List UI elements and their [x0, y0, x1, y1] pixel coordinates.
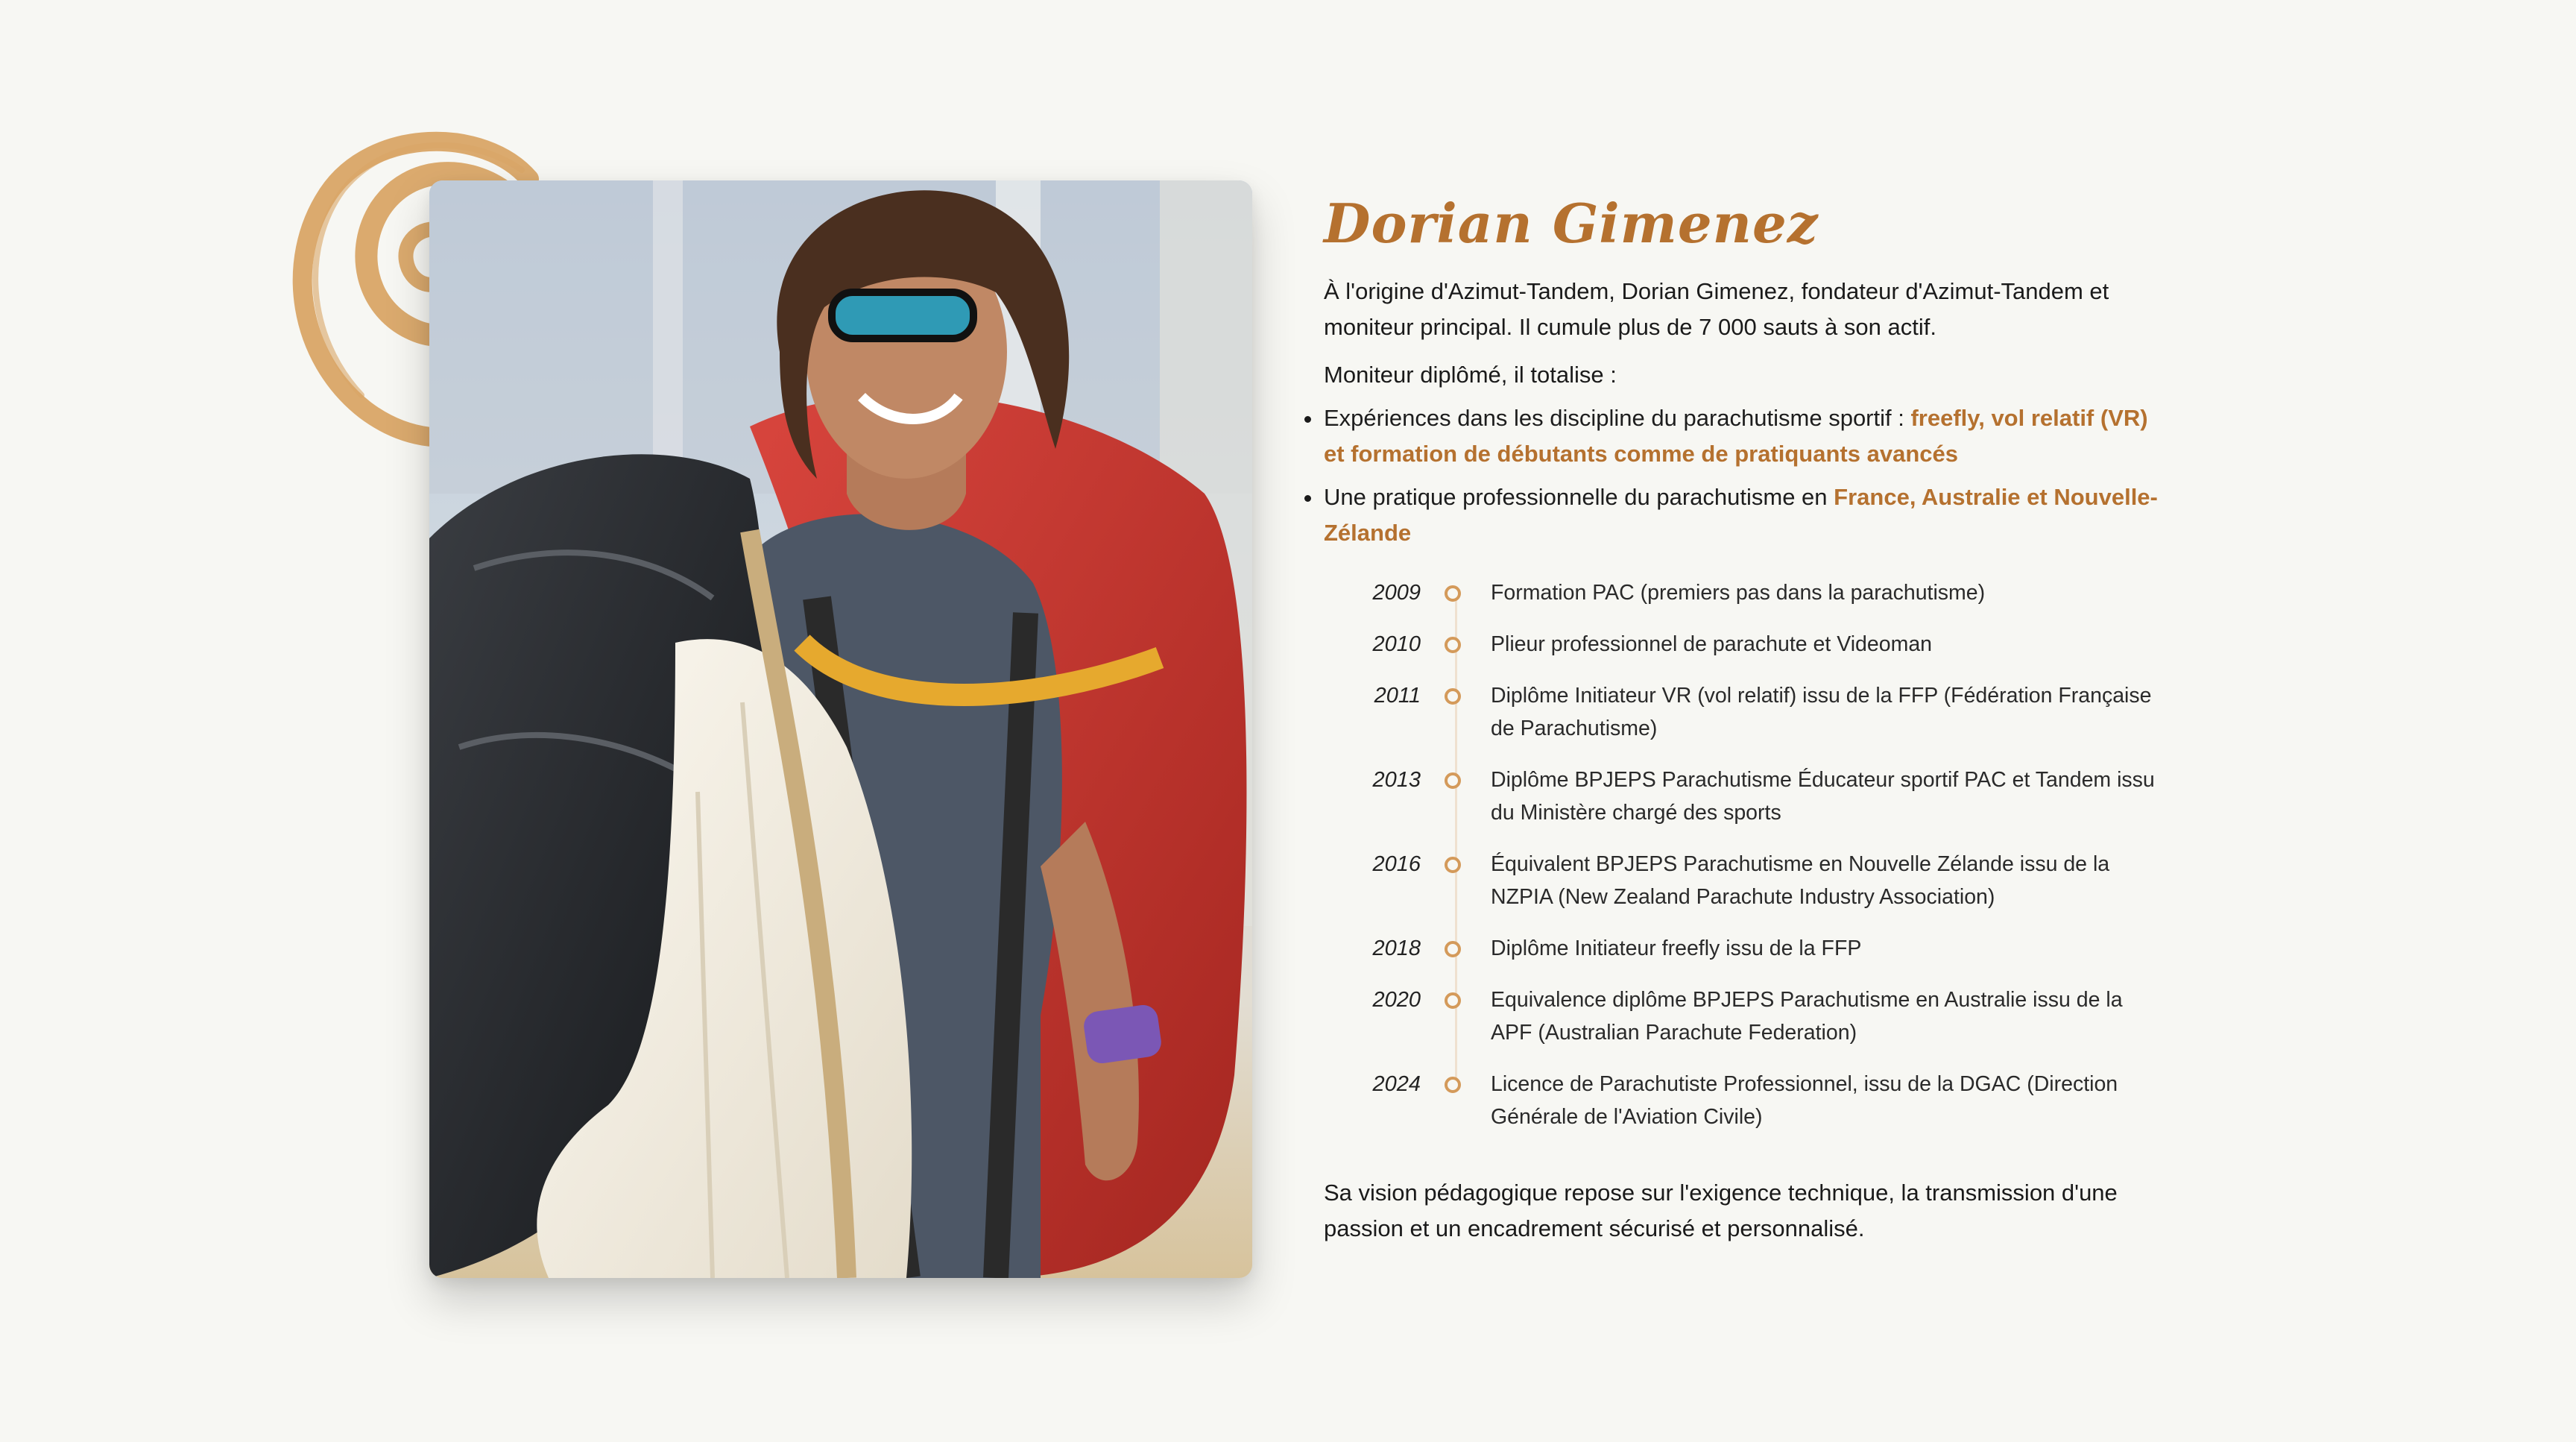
timeline-text: Équivalent BPJEPS Parachutisme en Nouvelle Zélande issu de la NZPIA (New Zealand Parachute Industry Association)	[1491, 852, 2110, 910]
profile-intro: À l'origine d'Azimut-Tandem, Dorian Gimenez, fondateur d'Azimut-Tandem et moniteur principal. Il cumule plus de 7 000 sauts à son actif.	[1324, 278, 2109, 341]
timeline-year: 2011	[1374, 684, 1421, 708]
timeline-dot-icon	[1445, 772, 1461, 789]
timeline-year: 2013	[1372, 768, 1421, 793]
timeline-year: 2018	[1372, 936, 1421, 961]
list-item: Expériences dans les discipline du parachutisme sportif : freefly, vol relatif (VR) et formation de débutants comme de pratiquants avancés	[1324, 400, 2159, 472]
profile-lead: Moniteur diplômé, il totalise :	[1324, 362, 1617, 388]
timeline-text: Formation PAC (premiers pas dans la parachutisme)	[1491, 581, 1986, 605]
timeline-dot-icon	[1445, 941, 1461, 957]
timeline-entry	[1324, 932, 2159, 965]
profile-content	[1324, 194, 2159, 1247]
timeline-text: Plieur professionnel de parachute et Videoman	[1491, 632, 1933, 657]
timeline-year: 2010	[1372, 632, 1421, 657]
list-item: Une pratique professionnelle du parachutisme en France, Australie et Nouvelle-Zélande	[1324, 479, 2159, 551]
timeline-text: Equivalence diplôme BPJEPS Parachutisme en Australie issu de la APF (Australian Parachute Federation)	[1491, 988, 2123, 1045]
timeline-dot-icon	[1445, 688, 1461, 705]
instructor-photo-illustration	[429, 180, 1252, 1278]
highlight-text: freefly, vol relatif (VR) et formation de débutants comme de pratiquants avancés	[1324, 405, 2148, 467]
timeline-text: Diplôme Initiateur freefly issu de la FFP	[1491, 936, 1862, 961]
highlight-text: France, Australie et Nouvelle-Zélande	[1324, 484, 2158, 547]
timeline-year: 2009	[1372, 581, 1421, 605]
timeline-dot-icon	[1445, 857, 1461, 873]
experience-list	[1324, 400, 2159, 551]
instructor-photo	[429, 180, 1252, 1278]
timeline-dot-icon	[1445, 637, 1461, 653]
profile-name: Dorian Gimenez	[1324, 192, 1819, 255]
timeline-entry	[1324, 576, 2159, 609]
timeline-dot-icon	[1445, 1077, 1461, 1093]
timeline-year: 2024	[1372, 1072, 1421, 1097]
timeline-entry	[1324, 628, 2159, 661]
timeline-dot-icon	[1445, 992, 1461, 1009]
timeline-text: Licence de Parachutiste Professionnel, issu de la DGAC (Direction Générale de l'Aviation Civile)	[1491, 1072, 2118, 1130]
timeline-entry	[1324, 1068, 2159, 1133]
timeline-text: Diplôme Initiateur VR (vol relatif) issu de la FFP (Fédération Française de Parachutisme)	[1491, 684, 2152, 741]
career-timeline	[1324, 576, 2159, 1133]
timeline-entry	[1324, 848, 2159, 913]
timeline-entry	[1324, 679, 2159, 745]
timeline-entry	[1324, 763, 2159, 829]
timeline-year: 2020	[1372, 988, 1421, 1013]
timeline-year: 2016	[1372, 852, 1421, 877]
timeline-text: Diplôme BPJEPS Parachutisme Éducateur sportif PAC et Tandem issu du Ministère chargé des sports	[1491, 768, 2155, 825]
profile-closing: Sa vision pédagogique repose sur l'exigence technique, la transmission d'une passion et un encadrement sécurisé et personnalisé.	[1324, 1180, 2118, 1242]
timeline-dot-icon	[1445, 585, 1461, 602]
timeline-entry	[1324, 983, 2159, 1049]
